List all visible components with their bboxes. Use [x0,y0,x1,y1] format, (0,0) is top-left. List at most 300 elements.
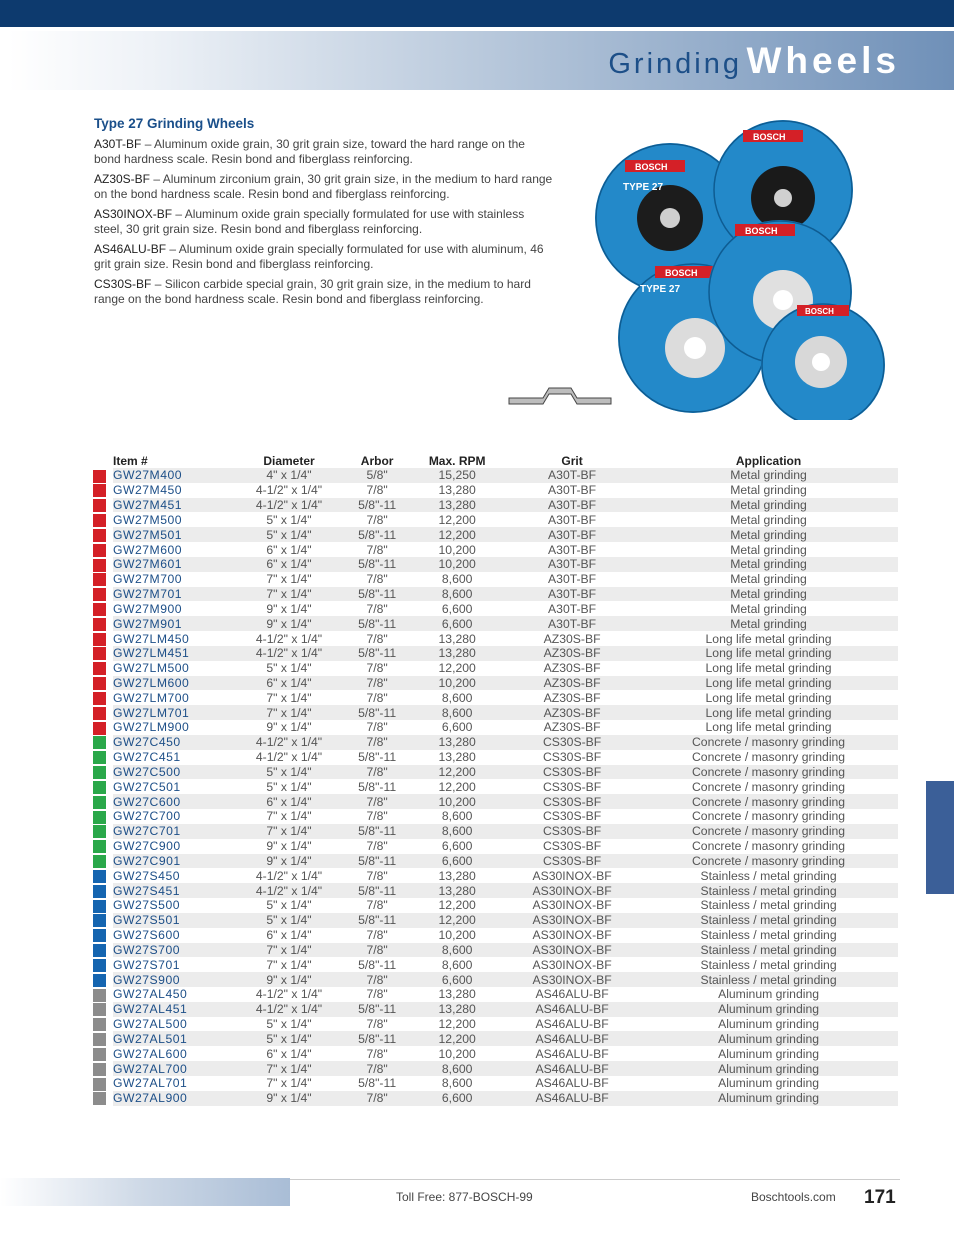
category-color-swatch [93,900,106,913]
cell-rpm: 13,280 [409,883,505,898]
cell-arbor: 5/8"-11 [358,779,397,794]
category-swatch-cell [92,779,113,794]
category-swatch-cell [92,468,113,483]
table-row [92,720,898,735]
cell-diameter: 7" x 1/4" [233,824,345,839]
cell-grit: AZ30S-BF [505,676,639,691]
cell-diameter: 6" x 1/4" [233,557,345,572]
cell-diameter: 9" x 1/4" [266,839,312,854]
cell-arbor: 5/8"-11 [358,750,397,765]
table-row [92,794,898,809]
cell-application: Metal grinding [639,527,898,542]
table-row [92,646,898,661]
cell-application: Long life metal grinding [705,661,832,676]
cell-arbor: 7/8" [345,794,409,809]
cell-grit: AZ30S-BF [543,631,601,646]
cell-rpm: 12,200 [438,661,476,676]
table-row [92,854,898,869]
section-heading: Type 27 Grinding Wheels [94,116,255,131]
table-row [92,512,898,527]
item-number: GW27S500 [113,898,181,913]
cell-diameter: 6" x 1/4" [233,794,345,809]
footer-divider [290,1179,900,1180]
item-number: GW27M500 [113,512,183,527]
category-swatch-cell [92,661,113,676]
cell-rpm: 6,600 [409,1091,505,1106]
category-color-swatch [93,870,106,883]
grit-description-text: – Aluminum oxide grain specially formulated for use with stainless steel, 30 grit grain size. Resin bond and fiberglass reinforcing. [94,207,525,236]
table-row [92,616,898,631]
category-swatch-cell [92,1076,113,1091]
cell-grit: A30T-BF [505,616,639,631]
category-swatch-cell [92,616,113,631]
cell-arbor: 5/8"-11 [358,957,397,972]
cell-arbor: 7/8" [345,972,409,987]
cell-diameter: 9" x 1/4" [233,854,345,869]
cell-diameter: 9" x 1/4" [266,720,312,735]
cell-diameter: 4-1/2" x 1/4" [233,883,345,898]
cell-rpm: 13,280 [438,868,476,883]
cell-grit: A30T-BF [505,527,639,542]
cell-rpm: 10,200 [409,557,505,572]
category-color-swatch [93,514,106,527]
cell-application: Aluminum grinding [718,1076,819,1091]
category-color-swatch [93,647,106,660]
table-row [92,1017,898,1032]
cell-arbor: 7/8" [366,572,388,587]
product-table [92,454,898,1106]
category-color-swatch [93,959,106,972]
cell-grit: AS46ALU-BF [535,1046,609,1061]
item-number: GW27M901 [113,616,233,631]
cell-application: Stainless / metal grinding [639,883,898,898]
cell-application: Metal grinding [639,468,898,483]
category-color-swatch [93,603,106,616]
cell-application: Aluminum grinding [639,1091,898,1106]
table-row [92,779,898,794]
cell-application: Long life metal grinding [639,705,898,720]
item-number: GW27C451 [113,750,181,765]
cell-arbor: 5/8"-11 [358,1076,397,1091]
cell-diameter: 7" x 1/4" [233,943,345,958]
table-row [92,1002,898,1017]
table-row [92,868,898,883]
cell-grit: AZ30S-BF [505,646,639,661]
grit-description-text: – Silicon carbide special grain, 30 grit grain size, in the medium to hard range on the bond hardness scale. Resin bond and fiberglass reinforcing. [94,277,531,306]
item-number: GW27AL450 [113,987,188,1002]
cell-grit: AZ30S-BF [543,690,601,705]
category-color-swatch [93,692,106,705]
cell-arbor: 7/8" [366,542,388,557]
category-swatch-cell [92,883,113,898]
toll-free-number: Toll Free: 877-BOSCH-99 [396,1190,533,1204]
item-number: GW27M701 [113,587,233,602]
cell-application: Metal grinding [639,557,898,572]
item-number: GW27C700 [113,809,181,824]
cell-diameter: 5" x 1/4" [233,913,345,928]
table-row [92,957,898,972]
cell-grit: AS46ALU-BF [505,1002,639,1017]
category-color-swatch [93,989,106,1002]
cell-rpm: 6,600 [409,616,505,631]
category-swatch-cell [92,913,113,928]
item-number: GW27C901 [113,854,233,869]
category-color-swatch [93,1048,106,1061]
category-color-swatch [93,618,106,631]
grit-code: AZ30S-BF [94,172,151,186]
cell-rpm: 6,600 [409,854,505,869]
cell-diameter: 9" x 1/4" [233,616,345,631]
item-number: GW27AL900 [113,1091,233,1106]
cell-grit: AS46ALU-BF [505,1031,639,1046]
cell-grit: AS30INOX-BF [505,883,639,898]
table-row [92,898,898,913]
cell-diameter: 5" x 1/4" [233,765,345,780]
cell-application: Concrete / masonry grinding [639,794,898,809]
category-color-swatch [93,633,106,646]
cell-grit: AS46ALU-BF [535,1017,609,1032]
item-number: GW27LM900 [113,720,190,735]
grit-description [94,137,554,167]
cell-application: Long life metal grinding [639,676,898,691]
cell-rpm: 10,200 [438,542,476,557]
category-swatch-cell [92,972,113,987]
cell-arbor: 5/8"-11 [345,587,409,602]
item-number: GW27M451 [113,498,233,513]
item-number: GW27LM500 [113,661,190,676]
cell-grit: CS30S-BF [542,839,602,854]
cell-rpm: 12,200 [409,1031,505,1046]
item-number: GW27S600 [113,928,181,943]
col-diameter: Diameter [263,454,315,468]
cell-application: Long life metal grinding [705,690,832,705]
cell-diameter: 4" x 1/4" [233,468,345,483]
table-row [92,690,898,705]
cell-diameter: 6" x 1/4" [266,542,312,557]
cell-diameter: 7" x 1/4" [266,1076,312,1091]
cell-rpm: 13,280 [438,483,476,498]
table-body [92,468,898,1106]
cell-diameter: 6" x 1/4" [266,1046,312,1061]
cell-diameter: 4-1/2" x 1/4" [233,646,345,661]
cell-diameter: 7" x 1/4" [233,587,345,602]
intro-section [94,116,554,312]
category-color-swatch [93,707,106,720]
grit-code: A30T-BF [94,137,142,151]
cell-application: Concrete / masonry grinding [639,824,898,839]
grit-description-text: – Aluminum zirconium grain, 30 grit grain size, in the medium to hard range on the bond hardness scale. Resin bond and fiberglass reinforcing. [94,172,553,201]
cell-diameter: 9" x 1/4" [266,601,312,616]
category-swatch-cell [92,690,113,705]
table-row [92,928,898,943]
cell-application: Concrete / masonry grinding [639,735,898,750]
cell-arbor: 7/8" [366,868,388,883]
cell-diameter: 5" x 1/4" [233,527,345,542]
cell-rpm: 13,280 [438,631,476,646]
grit-description [94,242,554,272]
cell-diameter: 5" x 1/4" [266,512,312,527]
cell-diameter: 6" x 1/4" [233,676,345,691]
cell-arbor: 7/8" [366,987,388,1002]
category-swatch-cell [92,512,113,527]
svg-text:BOSCH: BOSCH [753,132,786,142]
svg-text:BOSCH: BOSCH [805,307,834,316]
category-color-swatch [93,499,106,512]
cell-arbor: 5/8"-11 [345,557,409,572]
cell-arbor: 7/8" [345,676,409,691]
cell-diameter: 4-1/2" x 1/4" [233,1002,345,1017]
grit-code: AS46ALU-BF [94,242,167,256]
item-number: GW27M700 [113,572,183,587]
item-number: GW27S501 [113,913,233,928]
item-number: GW27S700 [113,943,233,958]
item-number: GW27LM600 [113,676,233,691]
cell-grit: AZ30S-BF [543,661,601,676]
cell-rpm: 12,200 [409,913,505,928]
cell-diameter: 7" x 1/4" [266,957,312,972]
cell-diameter: 9" x 1/4" [233,1091,345,1106]
cell-arbor: 7/8" [366,601,388,616]
table-row [92,557,898,572]
table-row [92,943,898,958]
table-row [92,987,898,1002]
cell-arbor: 5/8"-11 [345,705,409,720]
item-number: GW27C900 [113,839,181,854]
svg-text:TYPE 27: TYPE 27 [640,284,681,295]
cell-grit: A30T-BF [505,498,639,513]
category-color-swatch [93,929,106,942]
website-link: Boschtools.com [751,1190,836,1204]
category-color-swatch [93,573,106,586]
cell-arbor: 7/8" [366,690,388,705]
cell-application: Aluminum grinding [639,1061,898,1076]
category-swatch-cell [92,572,113,587]
category-swatch-cell [92,557,113,572]
cell-application: Concrete / masonry grinding [691,750,846,765]
item-number: GW27C701 [113,824,233,839]
cell-grit: AS46ALU-BF [535,1076,609,1091]
cell-arbor: 7/8" [366,809,388,824]
cell-diameter: 4-1/2" x 1/4" [255,987,323,1002]
cell-arbor: 7/8" [366,898,388,913]
cell-application: Long life metal grinding [705,720,832,735]
cell-grit: AS30INOX-BF [532,957,612,972]
cell-rpm: 10,200 [409,676,505,691]
col-item: Item # [113,454,148,468]
cell-rpm: 6,600 [441,601,473,616]
table-row [92,572,898,587]
table-row [92,824,898,839]
category-color-swatch [93,677,106,690]
table-row [92,839,898,854]
category-color-swatch [93,1092,106,1105]
product-image [505,120,900,420]
category-swatch-cell [92,646,113,661]
cell-diameter: 4-1/2" x 1/4" [233,735,345,750]
category-color-swatch [93,751,106,764]
grit-description [94,277,554,307]
item-number: GW27C501 [113,779,181,794]
category-color-swatch [93,1063,106,1076]
cell-rpm: 8,600 [441,809,473,824]
table-row [92,750,898,765]
cell-rpm: 8,600 [409,824,505,839]
cell-rpm: 12,200 [409,527,505,542]
cell-diameter: 7" x 1/4" [266,809,312,824]
cell-diameter: 5" x 1/4" [233,1031,345,1046]
category-swatch-cell [92,542,113,557]
cell-arbor: 5/8"-11 [345,883,409,898]
page-title-light: Grinding [608,48,742,80]
category-swatch-cell [92,987,113,1002]
category-swatch-cell [92,898,113,913]
category-color-swatch [93,885,106,898]
cell-grit: CS30S-BF [505,765,639,780]
table-row [92,527,898,542]
category-color-swatch [93,781,106,794]
cell-grit: CS30S-BF [505,794,639,809]
category-color-swatch [93,736,106,749]
cell-arbor: 7/8" [345,1061,409,1076]
cell-rpm: 8,600 [441,957,473,972]
table-row [92,587,898,602]
table-row [92,1091,898,1106]
cell-diameter: 6" x 1/4" [266,928,312,943]
cell-grit: AS30INOX-BF [505,913,639,928]
category-swatch-cell [92,601,113,616]
category-swatch-cell [92,483,113,498]
cell-diameter: 7" x 1/4" [266,690,312,705]
cell-grit: AS30INOX-BF [532,868,612,883]
cell-diameter: 4-1/2" x 1/4" [255,483,323,498]
cell-application: Metal grinding [639,587,898,602]
cell-diameter: 4-1/2" x 1/4" [255,631,323,646]
category-swatch-cell [92,720,113,735]
cell-application: Stainless / metal grinding [639,972,898,987]
cell-application: Long life metal grinding [705,631,832,646]
cell-diameter: 4-1/2" x 1/4" [233,498,345,513]
table-row [92,468,898,483]
cell-grit: AS30INOX-BF [505,943,639,958]
category-color-swatch [93,944,106,957]
cell-arbor: 7/8" [366,720,388,735]
cell-rpm: 6,600 [441,839,473,854]
cell-rpm: 15,250 [409,468,505,483]
cell-application: Metal grinding [730,483,807,498]
category-color-swatch [93,825,106,838]
grit-description-text: – Aluminum oxide grain, 30 grit grain size, toward the hard range on the bond hardness scale. Resin bond and fiberglass reinforcing. [94,137,525,166]
category-swatch-cell [92,1091,113,1106]
cell-arbor: 7/8" [345,943,409,958]
cell-rpm: 6,600 [409,972,505,987]
cell-application: Aluminum grinding [639,1031,898,1046]
cell-rpm: 12,200 [438,779,476,794]
cell-rpm: 8,600 [409,705,505,720]
table-row [92,883,898,898]
cell-arbor: 5/8"-11 [345,1002,409,1017]
cell-application: Stainless / metal grinding [700,957,837,972]
cell-rpm: 13,280 [438,750,476,765]
cell-grit: CS30S-BF [542,809,602,824]
cell-application: Concrete / masonry grinding [691,779,846,794]
cell-application: Stainless / metal grinding [700,898,837,913]
cell-rpm: 13,280 [409,498,505,513]
category-color-swatch [93,914,106,927]
cell-grit: AS30INOX-BF [505,972,639,987]
grit-code: AS30INOX-BF [94,207,173,221]
grit-description [94,172,554,202]
cell-application: Metal grinding [730,572,807,587]
item-number: GW27M900 [113,601,183,616]
col-grit: Grit [561,454,583,468]
cell-diameter: 7" x 1/4" [266,572,312,587]
cell-application: Stainless / metal grinding [639,913,898,928]
table-row [92,1031,898,1046]
cell-grit: A30T-BF [548,572,597,587]
cell-grit: AS46ALU-BF [535,987,609,1002]
cell-rpm: 10,200 [438,1046,476,1061]
cell-arbor: 7/8" [366,483,388,498]
cell-rpm: 12,200 [438,898,476,913]
cell-diameter: 5" x 1/4" [266,779,312,794]
category-color-swatch [93,544,106,557]
item-number: GW27AL700 [113,1061,233,1076]
item-number: GW27M501 [113,527,233,542]
cell-diameter: 4-1/2" x 1/4" [255,750,323,765]
item-number: GW27AL451 [113,1002,233,1017]
table-row [92,809,898,824]
cell-arbor: 5/8" [345,468,409,483]
item-number: GW27AL600 [113,1046,188,1061]
item-number: GW27C600 [113,794,233,809]
cell-grit: A30T-BF [505,557,639,572]
cell-application: Metal grinding [730,601,807,616]
svg-text:BOSCH: BOSCH [665,268,698,278]
category-swatch-cell [92,839,113,854]
cell-arbor: 7/8" [345,765,409,780]
cell-arbor: 7/8" [366,661,388,676]
cell-rpm: 12,200 [438,1017,476,1032]
cell-application: Aluminum grinding [639,1002,898,1017]
cell-rpm: 8,600 [441,1076,473,1091]
item-number: GW27AL501 [113,1031,233,1046]
cell-application: Aluminum grinding [718,1046,819,1061]
table-row [92,542,898,557]
grit-description [94,207,554,237]
cell-arbor: 5/8"-11 [345,498,409,513]
cell-application: Stainless / metal grinding [700,928,837,943]
cell-diameter: 5" x 1/4" [266,898,312,913]
cell-application: Aluminum grinding [718,987,819,1002]
cell-rpm: 8,600 [441,572,473,587]
cell-grit: A30T-BF [548,601,597,616]
item-number: GW27S450 [113,868,181,883]
cell-arbor: 5/8"-11 [345,854,409,869]
category-swatch-cell [92,705,113,720]
category-color-swatch [93,1078,106,1091]
category-color-swatch [93,559,106,572]
item-number: GW27M600 [113,542,183,557]
cell-arbor: 5/8"-11 [345,616,409,631]
category-color-swatch [93,484,106,497]
cell-rpm: 10,200 [409,794,505,809]
cell-grit: A30T-BF [548,483,597,498]
table-row [92,735,898,750]
grit-description-text: – Aluminum oxide grain specially formulated for use with aluminum, 46 grit grain size. Resin bond and fiberglass reinforcing. [94,242,544,271]
category-swatch-cell [92,676,113,691]
page-number: 171 [864,1187,896,1208]
category-swatch-cell [92,854,113,869]
